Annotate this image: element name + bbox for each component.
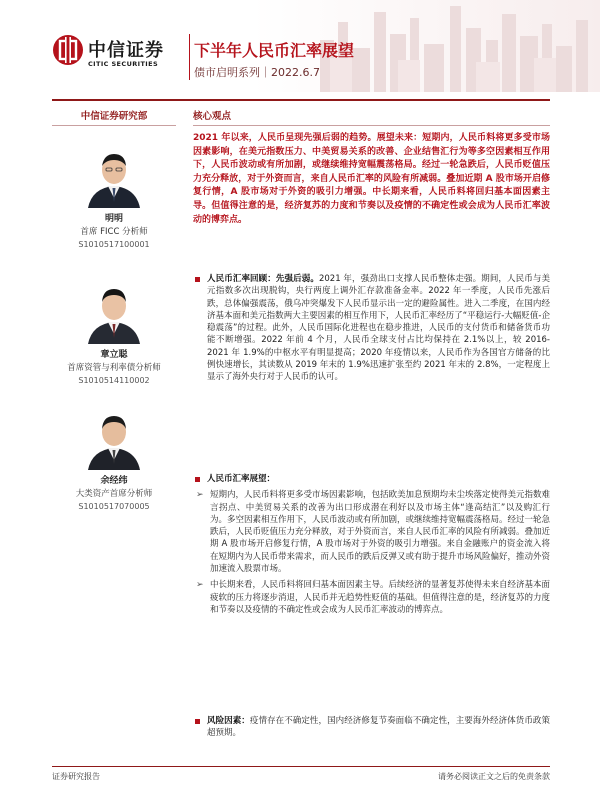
brand-name-cn: 中信证券 <box>88 40 164 61</box>
citic-logo-mark-icon <box>52 34 84 66</box>
list-item <box>196 579 550 616</box>
brand-name-en: CITIC SECURITIES <box>88 60 159 68</box>
section-review <box>193 273 550 384</box>
footer-report-type: 证券研究报告 <box>52 772 100 781</box>
left-heading-rule <box>52 125 176 126</box>
bullet-square-icon <box>195 719 200 724</box>
arrow-bullet-icon: ➢ <box>196 580 204 591</box>
report-header <box>0 0 600 92</box>
section-outlook <box>193 473 550 616</box>
analyst-card <box>52 282 176 385</box>
analyst-license-id: S1010517070005 <box>78 502 150 511</box>
report-title: 下半年人民币汇率展望 <box>194 41 355 60</box>
right-heading-rule <box>193 125 550 126</box>
arrow-bullet-icon: ➢ <box>196 490 204 501</box>
footer-rule <box>52 766 550 767</box>
section-risks <box>193 715 550 740</box>
analyst-name: 章立聪 <box>100 350 128 360</box>
section-text: 疫情存在不确定性，国内经济修复节奏面临不确定性，主要海外经济体货币政策超预期。 <box>207 716 550 739</box>
research-dept-column <box>52 104 176 122</box>
bullet-square-icon <box>195 277 200 282</box>
analyst-name: 余经纬 <box>100 476 128 486</box>
header-rule <box>52 99 550 101</box>
outlook-short-term: 短期内，人民币料将更多受市场因素影响，包括欧美加息预期均未尘埃落定使得美元指数难言拐点、中美贸易关系的改善为出口形成潜在利好以及市场主体“逢高结汇”以及购汇行为。多空因素相互作用下，人民币波动或有所加剧，或继续维持宽幅震荡格局。经过一轮急跌后，人民币贬值压力充分释放，对于外资而言，来自人民币汇率的风险有所减弱。叠加近期 A 股市场开启修复行情，A 股市场对于外资的吸引力增强。来自金融账户的资金流入将在短期内为人民币带来需求，而人民币的跌后反弹又或有助于提升市场风险偏好，推动外资加速流入股票市场。 <box>210 490 551 575</box>
analyst-license-id: S1010517100001 <box>78 240 150 249</box>
avatar <box>82 146 146 208</box>
footer-disclaimer-note: 请务必阅读正文之后的免责条款 <box>438 772 550 781</box>
research-dept-heading: 中信证券研究部 <box>80 111 148 122</box>
analyst-title: 大类资产首席分析师 <box>75 489 153 499</box>
analyst-name: 明明 <box>104 214 123 224</box>
section-label: 人民币汇率回顾：先强后弱。 <box>207 274 319 284</box>
list-item <box>196 489 550 575</box>
citic-logo <box>52 34 186 72</box>
avatar <box>82 282 146 344</box>
header-divider <box>189 34 190 80</box>
section-text: 2021 年，强劲出口支撑人民币整体走强。期间，人民币与美元指数多次出现脱钩，央行两度上调外汇存款准备金率。2022 年一季度，人民币先涨后跌，总体偏强震荡，俄乌冲突爆发下人民币显示出一定的避险属性。进入二季度，在国内经济基本面和美元指数两大主要因素的相互作用下，人民币汇率经历了“平稳运行-大幅贬值-企稳震荡”的过程。此外，人民币国际化进程也在稳步推进，人民币的支付货币和储备货币功能不断增强。2022 年前 4 个月，人民币全球支付占比均保持在 2.1%以上，较 2016-2021 年 1.9%的中枢水平有明显提高；2020 年疫情以来，人民币作为各国官方储备的比例快速增长，其读数从 2019 年末的 1.9%迅速扩张至约 2021 年末的 2.8%，一定程度上显示了海外央行对于人民币的认可。 <box>207 274 550 383</box>
analyst-title: 首席 FICC 分析师 <box>80 227 148 237</box>
analyst-card <box>52 146 176 249</box>
avatar <box>82 408 146 470</box>
summary-paragraph: 2021 年以来，人民币呈现先强后弱的趋势。展望未来：短期内，人民币料将更多受市场因素影响，在美元指数压力、中美贸易关系的改善、企业结售汇行为等多空因素相互作用下，人民币波动或有所加剧，或继续维持宽幅震荡格局。经过一轮急跌后，人民币贬值压力充分释放，对于外资而言，来自人民币汇率的风险有所减弱。叠加近期 A 股市场开启修复行情，A 股市场对于外资的吸引力增强。中长期来看，人民币料将回归基本面因素主导。但值得注意的是，经济复苏的力度和节奏以及疫情的不确定性或会成为人民币汇率波动的博弈点。 <box>193 133 550 225</box>
analyst-title: 首席资管与利率债分析师 <box>67 363 161 373</box>
section-label: 人民币汇率展望： <box>207 474 276 484</box>
section-label: 风险因素： <box>207 716 250 726</box>
bullet-square-icon <box>195 477 200 482</box>
core-views-column <box>193 104 550 122</box>
analyst-license-id: S1010514110002 <box>78 376 150 385</box>
analyst-card <box>52 408 176 511</box>
core-views-heading: 核心观点 <box>193 111 232 122</box>
outlook-long-term: 中长期来看，人民币料将回归基本面因素主导。后续经济的显著复苏使得未来自经济基本面疲软的压力将逐步消退，人民币并无趋势性贬值的基础。但值得注意的是，经济复苏的力度和节奏以及疫情的不确定性或会成为人民币汇率波动的博弈点。 <box>210 580 551 615</box>
report-series-date: 债市启明系列｜2022.6.7 <box>194 66 320 79</box>
